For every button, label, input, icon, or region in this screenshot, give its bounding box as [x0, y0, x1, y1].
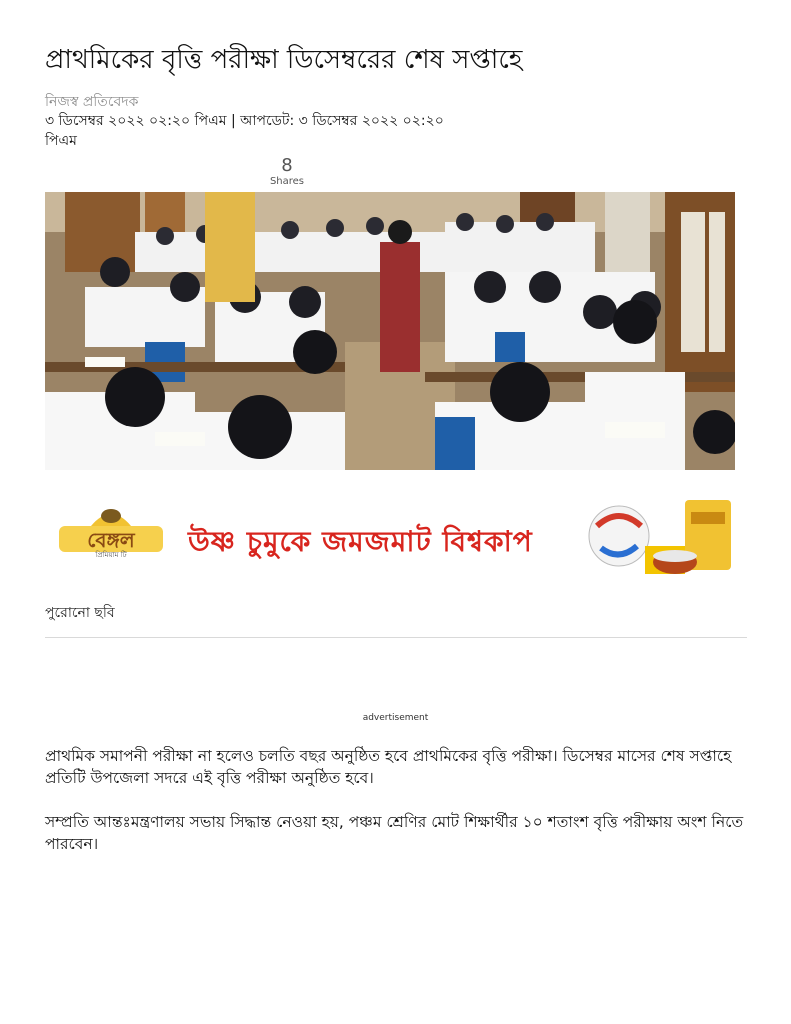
share-counter[interactable] [262, 156, 312, 188]
article-paragraph: সম্প্রতি আন্তঃমন্ত্রণালয় সভায় সিদ্ধান্ত নেওয়া হয়, পঞ্চম শ্রেণির মোট শিক্ষার্থীর ১০ শতাংশ বৃত্তি পরীক্ষায় অংশ নিতে পারবেন। [45, 813, 744, 853]
photo-caption: পুরোনো ছবি [45, 605, 115, 621]
article-headline: প্রাথমিকের বৃত্তি পরীক্ষা ডিসেম্বরের শেষ সপ্তাহে [45, 45, 523, 75]
brand-logo [57, 506, 165, 558]
share-count: 8 [281, 155, 293, 176]
brand-logo-text: বেঙ্গল [87, 528, 135, 552]
advertisement-label: advertisement [362, 713, 429, 723]
ad-slogan: উষ্ণ চুমুকে জমজমাট বিশ্বকাপ [188, 525, 533, 558]
section-divider [45, 637, 747, 638]
publish-dateline: ৩ ডিসেম্বর ২০২২ ০২:২০ পিএম | আপডেট: ৩ ডিসেম্বর ২০২২ ০২:২০ পিএম [45, 113, 444, 149]
ad-banner[interactable] [45, 470, 735, 585]
ad-products-image [585, 496, 735, 582]
author-byline[interactable]: নিজস্ব প্রতিবেদক [45, 94, 139, 110]
article-photo [45, 192, 735, 470]
classroom-exam-image [45, 192, 735, 470]
article-paragraph: প্রাথমিক সমাপনী পরীক্ষা না হলেও চলতি বছর অনুষ্ঠিত হবে প্রাথমিকের বৃত্তি পরীক্ষা। ডিসেম্বর মাসের শেষ সপ্তাহে প্রতিটি উপজেলা সদরে এই বৃত্তি পরীক্ষা অনুষ্ঠিত হবে। [45, 747, 732, 787]
brand-tagline: প্রিমিয়াম টি [95, 551, 127, 558]
share-label: Shares [269, 176, 305, 187]
